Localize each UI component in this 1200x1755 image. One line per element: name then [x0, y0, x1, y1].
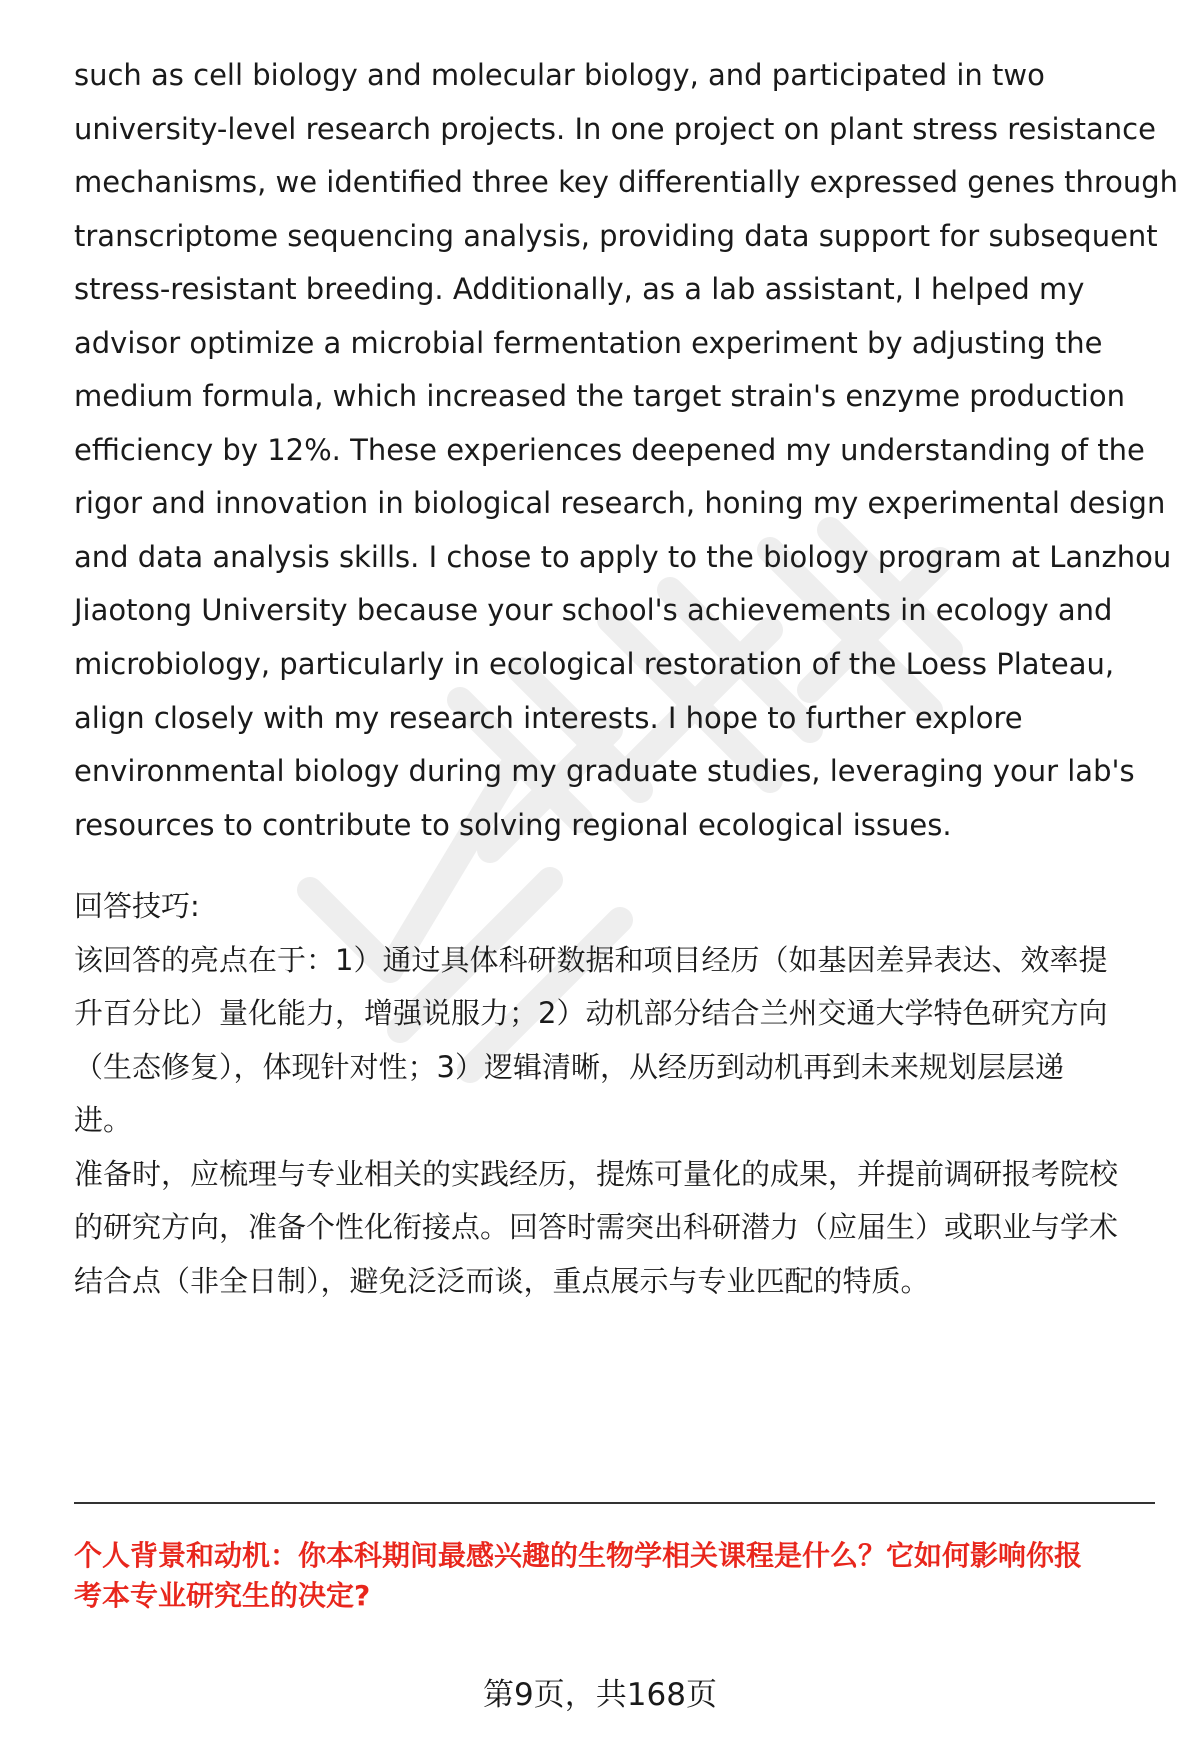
tips-line: 的研究方向，准备个性化衔接点。回答时需突出科研潜力（应届生）或职业与学术 [74, 1210, 1119, 1244]
tips-line: 升百分比）量化能力，增强说服力；2）动机部分结合兰州交通大学特色研究方向 [74, 996, 1108, 1030]
body-line: efficiency by 12%. These experiences deepened my understanding of the [74, 433, 1145, 467]
page-number: 第9页，共168页 [483, 1677, 717, 1713]
body-line: mechanisms, we identified three key differentially expressed genes through [74, 165, 1179, 199]
body-line: rigor and innovation in biological research, honing my experimental design [74, 486, 1166, 520]
tips-heading: 回答技巧: [74, 889, 200, 923]
body-line: medium formula, which increased the target strain's enzyme production [74, 379, 1125, 413]
body-line: transcriptome sequencing analysis, providing data support for subsequent [74, 219, 1158, 253]
tips-line: 结合点（非全日制），避免泛泛而谈，重点展示与专业匹配的特质。 [74, 1264, 930, 1298]
next-question-line: 考本专业研究生的决定? [74, 1579, 371, 1612]
tips-line: 进。 [74, 1103, 133, 1137]
tips-line: 该回答的亮点在于：1）通过具体科研数据和项目经历（如基因差异表达、效率提 [74, 943, 1108, 977]
body-line: stress-resistant breeding. Additionally, as a lab assistant, I helped my [74, 272, 1085, 306]
body-line: such as cell biology and molecular biology, and participated in two [74, 58, 1045, 92]
tips-line: （生态修复），体现针对性；3）逻辑清晰，从经历到动机再到未来规划层层递 [74, 1050, 1064, 1084]
body-line: microbiology, particularly in ecological restoration of the Loess Plateau, [74, 647, 1115, 681]
body-line: Jiaotong University because your school's achievements in ecology and [74, 593, 1113, 627]
body-line: align closely with my research interests. I hope to further explore [74, 701, 1023, 735]
tips-line: 准备时，应梳理与专业相关的实践经历，提炼可量化的成果，并提前调研报考院校 [74, 1157, 1119, 1191]
body-line: advisor optimize a microbial fermentation experiment by adjusting the [74, 326, 1103, 360]
body-line: university-level research projects. In one project on plant stress resistance [74, 112, 1156, 146]
body-line: and data analysis skills. I chose to apply to the biology program at Lanzhou [74, 540, 1172, 574]
next-question-line: 个人背景和动机：你本科期间最感兴趣的生物学相关课程是什么？它如何影响你报 [74, 1539, 1083, 1572]
body-line: resources to contribute to solving regional ecological issues. [74, 808, 952, 842]
section-divider [74, 1502, 1155, 1504]
body-line: environmental biology during my graduate studies, leveraging your lab's [74, 754, 1135, 788]
